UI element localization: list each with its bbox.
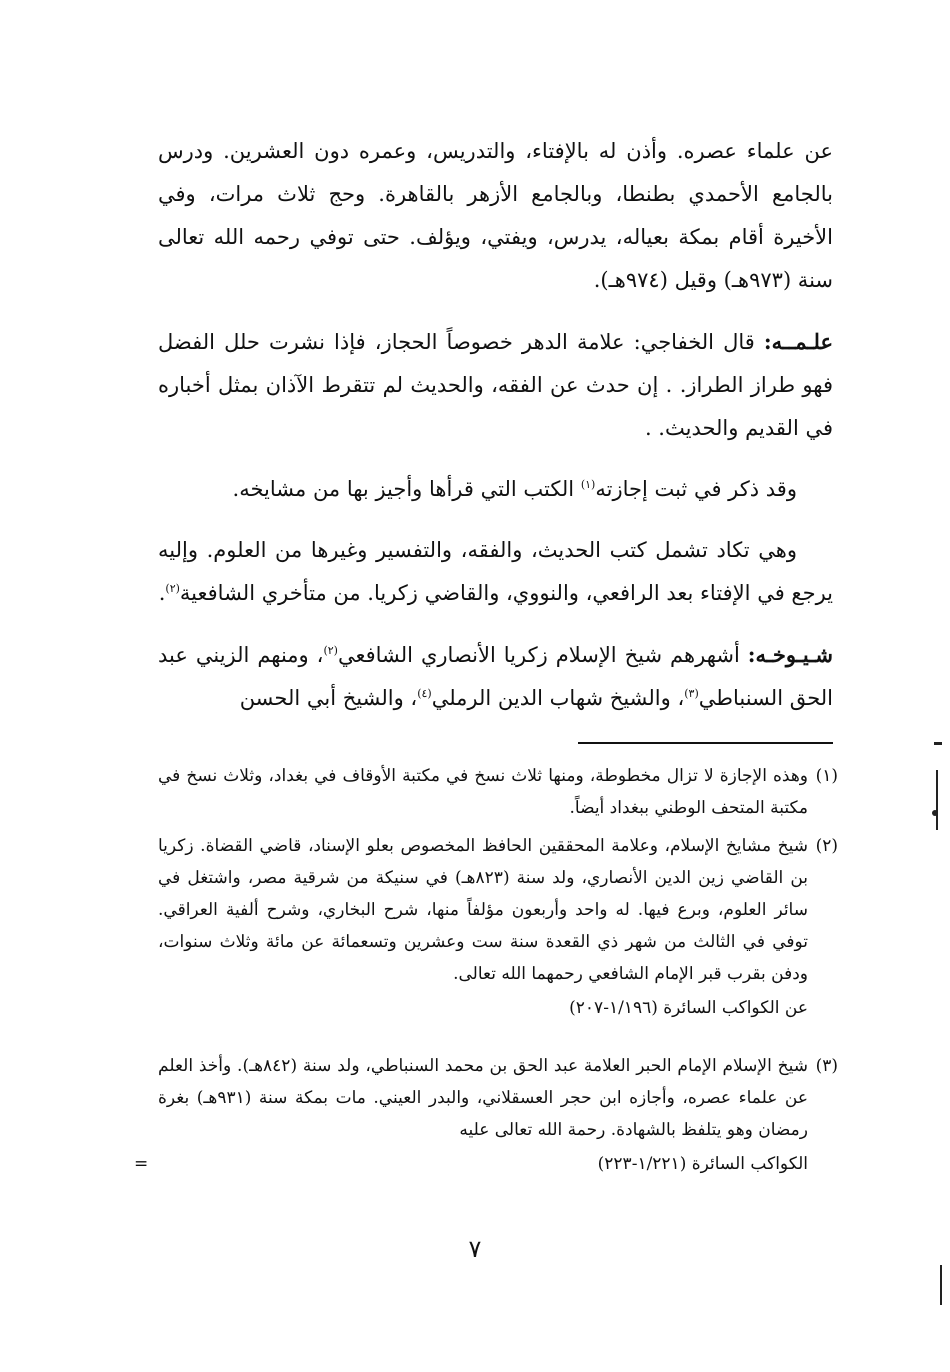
footnote-1: [158, 760, 838, 824]
paragraph-text: قال الخفاجي: علامة الدهر خصوصاً الحجاز، فإذا نشرت حلل الفضل فهو طراز الطراز. . إن حدث عن الفقه، والحديث لم تتقرط الآذان بمثل أخباره في القديم والحديث. .: [158, 330, 833, 440]
footnote-3: [134, 1050, 838, 1180]
footnote-text: وهذه الإجازة لا تزال مخطوطة، ومنها ثلاث نسخ في مكتبة الأوقاف في بغداد، وثلاث نسخ في مكتبة المتحف الوطني ببغداد أيضاً.: [158, 766, 808, 818]
footnote-ref: (١): [580, 478, 596, 491]
paragraph-ijaza: [158, 468, 833, 511]
footnote-number: (٣): [815, 1056, 838, 1076]
footnote-ref: (٣): [684, 687, 699, 700]
footnote-2: [158, 830, 838, 1024]
footnote-ref: (٢): [165, 582, 180, 595]
footnote-text: شيخ الإسلام الإمام الحبر العلامة عبد الحق بن محمد السنباطي، ولد سنة (٨٤٢هـ). وأخذ العلم عن علماء عصره، وأجازه ابن حجر العسقلاني، والبدر العيني. مات بمكة سنة (٩٣١هـ) بغرة رمضان وهو يتلفظ بالشهادة. رحمة الله تعالى عليه: [158, 1056, 808, 1140]
paragraph-text: ، والشيخ أبي الحسن: [239, 686, 418, 710]
paragraph-text: وقد ذكر في ثبت إجازته: [595, 477, 797, 501]
footnote-number: (٢): [815, 836, 838, 856]
paragraph-text: ، ومنهم الزيني عبد الحق السنباطي: [158, 643, 833, 710]
footnote-number: (١): [815, 766, 838, 786]
footnote-source: [158, 1148, 808, 1180]
main-text: [158, 130, 833, 738]
paragraph-text: أشهرهم شيخ الإسلام زكريا الأنصاري الشافعي: [337, 643, 748, 667]
paragraph-text: عن علماء عصره. وأذن له بالإفتاء، والتدريس، وعمره دون العشرين. ودرس بالجامع الأحمدي بطنطا، وبالجامع الأزهر بالقاهرة. وحج ثلاث مرات، وفي الأخيرة أقام بمكة بعياله، يدرس، ويفتي، ويؤلف. حتى توفي رحمه الله تعالى سنة (٩٧٣هـ) وقيل (٩٧٤هـ).: [158, 139, 833, 292]
footnotes: [134, 760, 838, 1186]
footnote-separator: [578, 742, 833, 744]
footnote-source-text: الكواكب السائرة (١/٢٢١-٢٢٣): [597, 1154, 808, 1174]
page-number: ٧: [468, 1235, 482, 1263]
scan-margin-mark: [936, 770, 938, 830]
scan-margin-mark: [940, 1265, 942, 1305]
paragraph-books: [158, 529, 833, 615]
paragraph-text: .: [158, 581, 166, 605]
footnote-source: عن الكواكب السائرة (١/١٩٦-٢٠٧): [569, 998, 808, 1018]
paragraph-biography: [158, 130, 833, 302]
footnote-ref: (٤): [417, 687, 432, 700]
section-heading-teachers: شـيـوخـه:: [747, 642, 833, 667]
paragraph-text: ، والشيخ شهاب الدين الرملي: [431, 686, 685, 710]
scan-margin-mark: [934, 742, 942, 745]
section-heading-knowledge: علـمــه:: [763, 329, 833, 354]
footnote-text: شيخ مشايخ الإسلام، وعلامة المحققين الحافظ المخصوص بعلو الإسناد، قاضي القضاة. زكريا بن القاضي زين الدين الأنصاري، ولد سنة (٨٢٣هـ) في سنيكة من شرقية مصر، واشتغل في سائر العلوم، وبرع فيها. له واحد وأربعون مؤلفاً منها، شرح البخاري، وشرح ألفية العراقي. توفي في الثالث من شهر ذي القعدة سنة ست وعشرين وتسعمائة عن مائة وثلاث سنوات، ودفن بقرب قبر الإمام الشافعي رحمهما الله تعالى.: [158, 836, 808, 984]
footnote-ref: (٢): [323, 644, 338, 657]
paragraph-text: وهي تكاد تشمل كتب الحديث، والفقه، والتفسير وغيرها من العلوم. وإليه يرجع في الإفتاء بعد الرافعي، والنووي، والقاضي زكريا. من متأخري الشافعية: [158, 538, 833, 605]
continuation-mark: =: [134, 1154, 149, 1174]
paragraph-knowledge: [158, 320, 833, 450]
paragraph-teachers: [158, 633, 833, 720]
scan-margin-mark: [932, 810, 938, 816]
paragraph-text: الكتب التي قرأها وأجيز بها من مشايخه.: [232, 477, 581, 501]
